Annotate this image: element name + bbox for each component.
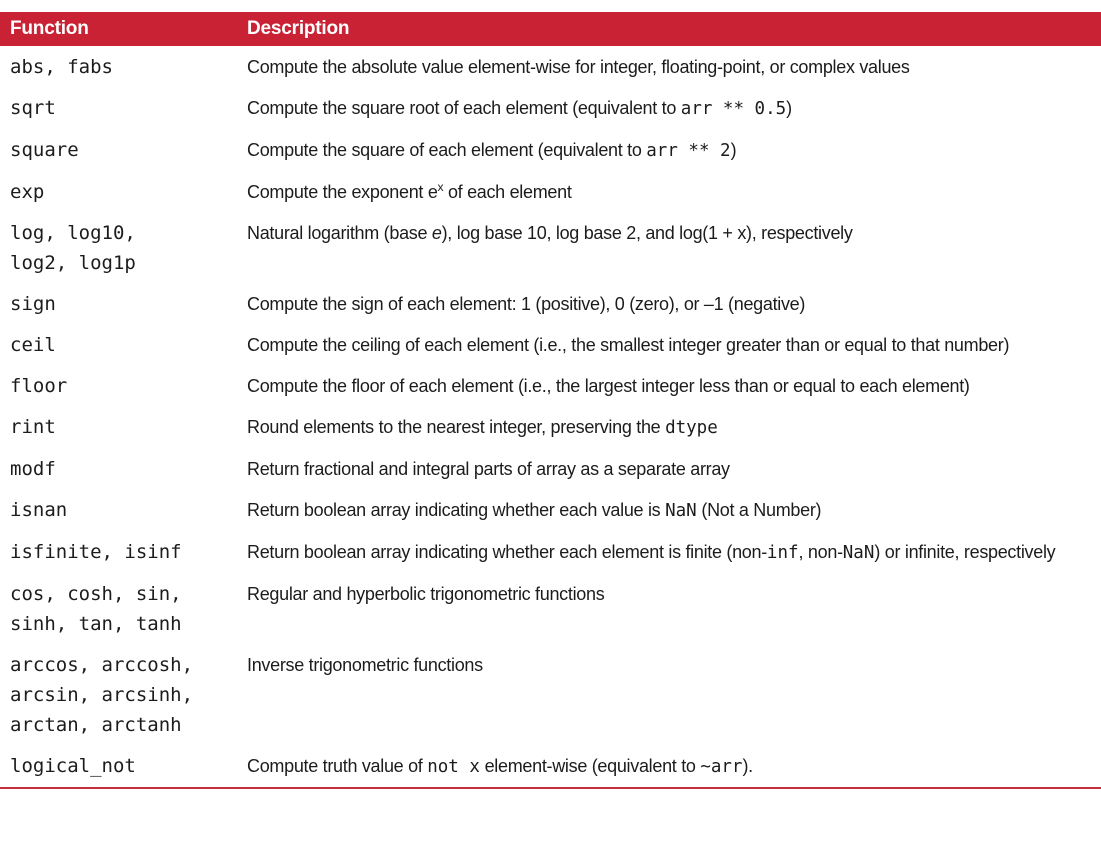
function-cell (0, 365, 237, 406)
table-body (0, 46, 1101, 788)
function-name-line: rint (10, 415, 56, 438)
function-cell (0, 489, 237, 531)
description-cell (237, 745, 1101, 788)
italic-text: e (431, 222, 442, 243)
description-text: Compute the square root of each element (equivalent to (247, 97, 681, 118)
function-name-line: log2, log1p (10, 251, 136, 274)
description-text: element-wise (equivalent to (479, 755, 701, 776)
description-text: ) (786, 97, 792, 118)
function-cell (0, 644, 237, 745)
description-cell (237, 283, 1101, 324)
inline-code: dtype (665, 417, 718, 438)
description-text: ) or infinite, respectively (874, 541, 1056, 562)
function-cell (0, 324, 237, 365)
inline-code: not x (427, 756, 480, 777)
table-row (0, 212, 1101, 283)
description-cell (237, 212, 1101, 283)
description-text: Compute the square of each element (equivalent to (247, 139, 647, 160)
table-row (0, 531, 1101, 573)
description-text: ), log base 10, log base 2, and log(1 + x), respectively (441, 222, 853, 243)
description-text: ). (742, 755, 753, 776)
description-cell (237, 489, 1101, 531)
function-name-line: sinh, tan, tanh (10, 612, 182, 635)
function-cell (0, 129, 237, 171)
inline-code: arr ** 2 (646, 140, 731, 161)
description-cell (237, 129, 1101, 171)
function-cell (0, 448, 237, 489)
description-text: Regular and hyperbolic trigonometric functions (247, 583, 605, 604)
description-text: of each element (443, 181, 572, 202)
function-name-line: arcsin, arcsinh, (10, 683, 194, 706)
table-row (0, 283, 1101, 324)
inline-code: inf (766, 542, 799, 563)
description-text: Return boolean array indicating whether each value is (247, 499, 666, 520)
function-cell (0, 212, 237, 283)
inline-code: NaN (665, 500, 697, 521)
description-cell (237, 46, 1101, 87)
table-row (0, 448, 1101, 489)
table-row (0, 129, 1101, 171)
description-text: Natural logarithm (base (247, 222, 432, 243)
column-header-function: Function (0, 12, 237, 46)
function-name-line: floor (10, 374, 68, 397)
function-name-line: arccos, arccosh, (10, 653, 194, 676)
function-cell (0, 406, 237, 448)
table-row (0, 46, 1101, 87)
description-text: Compute the floor of each element (i.e., the largest integer less than or equal to each element) (247, 375, 970, 396)
description-text: Compute the absolute value element-wise for integer, floating-point, or complex values (247, 56, 910, 77)
inline-code: arr ** 0.5 (680, 98, 787, 119)
description-text: (Not a Number) (696, 499, 822, 520)
description-text: Return fractional and integral parts of array as a separate array (247, 458, 730, 479)
function-name-line: exp (10, 180, 45, 203)
description-cell (237, 406, 1101, 448)
table-row (0, 644, 1101, 745)
function-cell (0, 283, 237, 324)
description-text: Compute the sign of each element: 1 (positive), 0 (zero), or –1 (negative) (247, 293, 806, 314)
description-cell (237, 365, 1101, 406)
table-row (0, 171, 1101, 212)
description-cell (237, 644, 1101, 745)
inline-code: ~arr (700, 756, 743, 777)
table-row (0, 573, 1101, 644)
description-cell (237, 171, 1101, 212)
table-row (0, 324, 1101, 365)
unary-ufuncs-table (0, 12, 1101, 789)
function-name-line: square (10, 138, 79, 161)
function-name-line: abs, fabs (10, 55, 113, 78)
description-cell (237, 448, 1101, 489)
function-cell (0, 531, 237, 573)
function-name-line: log, log10, (10, 221, 136, 244)
table-header (0, 12, 1101, 46)
function-cell (0, 171, 237, 212)
description-text: Compute the ceiling of each element (i.e., the smallest integer greater than or equal to that number) (247, 334, 1010, 355)
table-row (0, 489, 1101, 531)
description-text: ) (730, 139, 737, 160)
description-cell (237, 324, 1101, 365)
table-row (0, 745, 1101, 788)
function-name-line: logical_not (10, 754, 136, 777)
function-name-line: ceil (10, 333, 56, 356)
function-cell (0, 46, 237, 87)
function-name-line: cos, cosh, sin, (10, 582, 182, 605)
function-name-line: isfinite, isinf (10, 540, 182, 563)
description-cell (237, 573, 1101, 644)
description-text: Inverse trigonometric functions (247, 654, 483, 675)
superscript-text: x (437, 179, 444, 194)
table-header-row (0, 12, 1101, 46)
description-text: , non- (798, 541, 843, 562)
description-cell (237, 87, 1101, 129)
function-cell (0, 573, 237, 644)
function-name-line: arctan, arctanh (10, 713, 182, 736)
function-name-line: modf (10, 457, 56, 480)
table-row (0, 365, 1101, 406)
function-name-line: isnan (10, 498, 68, 521)
table-row (0, 406, 1101, 448)
function-cell (0, 745, 237, 788)
function-name-line: sqrt (10, 96, 56, 119)
function-cell (0, 87, 237, 129)
table-row (0, 87, 1101, 129)
description-text: Compute the exponent e (247, 181, 438, 202)
function-name-line: sign (10, 292, 56, 315)
column-header-description: Description (237, 12, 1101, 46)
description-text: Compute truth value of (247, 755, 428, 776)
description-text: Round elements to the nearest integer, preserving the (247, 416, 666, 437)
inline-code: NaN (842, 542, 875, 563)
description-cell (237, 531, 1101, 573)
description-text: Return boolean array indicating whether each element is finite (non- (247, 541, 767, 562)
